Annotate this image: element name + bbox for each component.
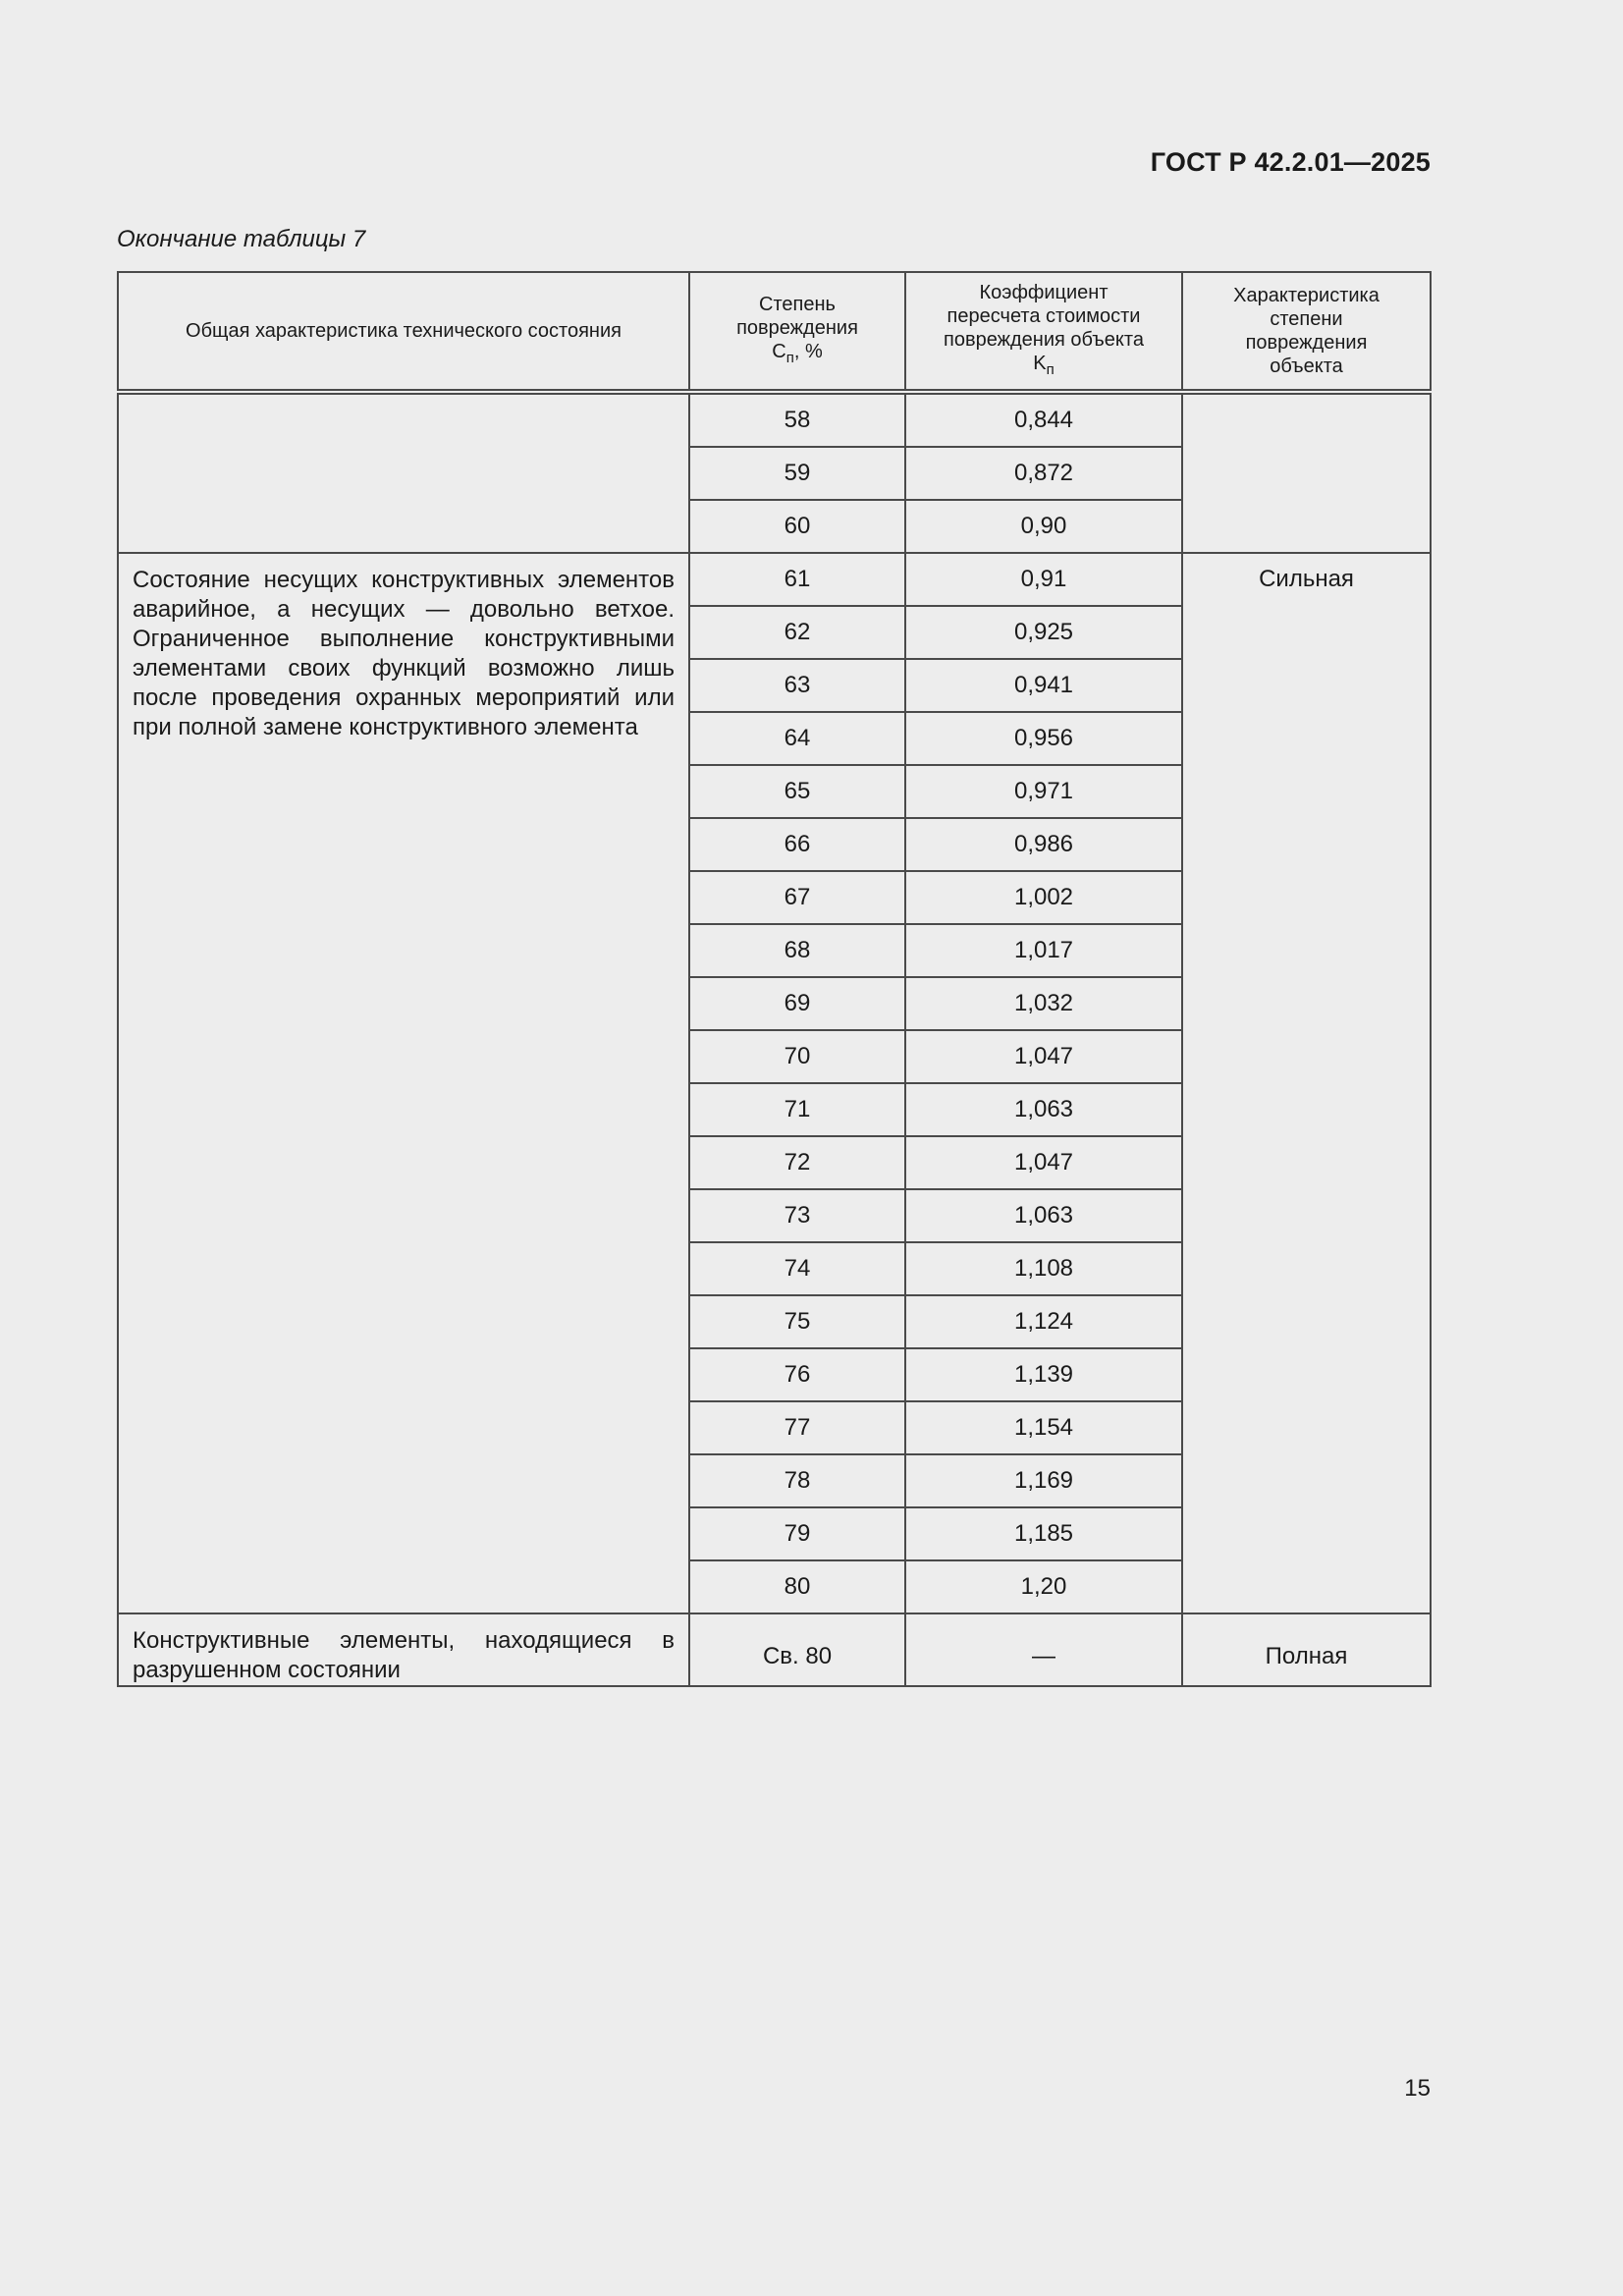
- characteristic-cell: Сильная: [1182, 553, 1431, 1613]
- coef-cell: 1,154: [905, 1401, 1182, 1454]
- header-coef-symbol: K: [1033, 352, 1047, 374]
- header-degree-symbol: С: [772, 340, 786, 362]
- header-char-line2: степени: [1270, 308, 1343, 330]
- coef-cell: 1,002: [905, 871, 1182, 924]
- page-number: 15: [1404, 2075, 1431, 2102]
- degree-cell: 65: [689, 765, 905, 818]
- coef-cell: 0,90: [905, 500, 1182, 553]
- coef-cell: 0,956: [905, 712, 1182, 765]
- header-coef-line1: Коэффициент: [979, 281, 1109, 303]
- coef-cell: 1,185: [905, 1507, 1182, 1560]
- coef-cell: 1,124: [905, 1295, 1182, 1348]
- degree-cell: 63: [689, 659, 905, 712]
- table-row: [118, 392, 1431, 447]
- damage-table: [117, 271, 1432, 1687]
- coef-cell: 0,941: [905, 659, 1182, 712]
- coef-cell: 1,063: [905, 1189, 1182, 1242]
- table-header-row: [118, 272, 1431, 392]
- degree-cell: 74: [689, 1242, 905, 1295]
- document-number: ГОСТ Р 42.2.01—2025: [1150, 147, 1431, 177]
- degree-cell: 61: [689, 553, 905, 606]
- header-characteristic: [1182, 272, 1431, 392]
- header-coef-sub: п: [1046, 360, 1055, 378]
- header-coefficient: [905, 272, 1182, 392]
- degree-cell: 64: [689, 712, 905, 765]
- degree-cell: 72: [689, 1136, 905, 1189]
- coef-cell: 0,971: [905, 765, 1182, 818]
- table-caption: Окончание таблицы 7: [117, 226, 366, 252]
- degree-cell: 70: [689, 1030, 905, 1083]
- coef-cell: 1,063: [905, 1083, 1182, 1136]
- coef-cell: 1,047: [905, 1030, 1182, 1083]
- header-coef-line3: повреждения объекта: [944, 328, 1144, 351]
- condition-cell-empty: [118, 392, 689, 553]
- characteristic-cell: Полная: [1182, 1613, 1431, 1686]
- header-degree-unit: , %: [793, 340, 823, 362]
- condition-cell: Конструктивные элементы, находящиеся в разрушенном состоянии: [118, 1613, 689, 1686]
- degree-cell: 79: [689, 1507, 905, 1560]
- degree-cell: Св. 80: [689, 1613, 905, 1686]
- header-degree-line2: повреждения: [736, 316, 858, 339]
- coef-cell: 1,139: [905, 1348, 1182, 1401]
- degree-cell: 75: [689, 1295, 905, 1348]
- degree-cell: 68: [689, 924, 905, 977]
- coef-cell: 0,986: [905, 818, 1182, 871]
- characteristic-cell-empty: [1182, 392, 1431, 553]
- degree-cell: 59: [689, 447, 905, 500]
- degree-cell: 78: [689, 1454, 905, 1507]
- degree-cell: 60: [689, 500, 905, 553]
- coef-cell: 0,925: [905, 606, 1182, 659]
- coef-cell: 1,169: [905, 1454, 1182, 1507]
- header-degree-line1: Степень: [759, 293, 836, 315]
- coef-cell: —: [905, 1613, 1182, 1686]
- coef-cell: 0,91: [905, 553, 1182, 606]
- degree-cell: 58: [689, 392, 905, 447]
- coef-cell: 1,108: [905, 1242, 1182, 1295]
- coef-cell: 1,017: [905, 924, 1182, 977]
- condition-cell: Состояние несущих конструктивных элементов аварийное, а несущих — довольно ветхое. Ограниченное выполнение конструктивными элементами своих функций возможно лишь после проведения охранных мероприятий или при полной замене конструктивного элемента: [118, 553, 689, 1613]
- coef-cell: 1,047: [905, 1136, 1182, 1189]
- degree-cell: 62: [689, 606, 905, 659]
- table-row: [118, 1613, 1431, 1686]
- header-condition: [118, 272, 689, 392]
- degree-cell: 73: [689, 1189, 905, 1242]
- degree-cell: 67: [689, 871, 905, 924]
- header-degree: [689, 272, 905, 392]
- header-condition-label: Общая характеристика технического состояния: [186, 320, 622, 342]
- coef-cell: 0,872: [905, 447, 1182, 500]
- header-char-line4: объекта: [1270, 355, 1343, 377]
- degree-cell: 69: [689, 977, 905, 1030]
- header-degree-sub: п: [785, 349, 794, 366]
- header-char-line1: Характеристика: [1233, 285, 1380, 306]
- degree-cell: 80: [689, 1560, 905, 1613]
- degree-cell: 77: [689, 1401, 905, 1454]
- header-coef-line2: пересчета стоимости: [947, 304, 1141, 327]
- table-row: [118, 553, 1431, 606]
- coef-cell: 1,20: [905, 1560, 1182, 1613]
- coef-cell: 0,844: [905, 392, 1182, 447]
- degree-cell: 71: [689, 1083, 905, 1136]
- degree-cell: 66: [689, 818, 905, 871]
- header-char-line3: повреждения: [1245, 332, 1368, 354]
- coef-cell: 1,032: [905, 977, 1182, 1030]
- degree-cell: 76: [689, 1348, 905, 1401]
